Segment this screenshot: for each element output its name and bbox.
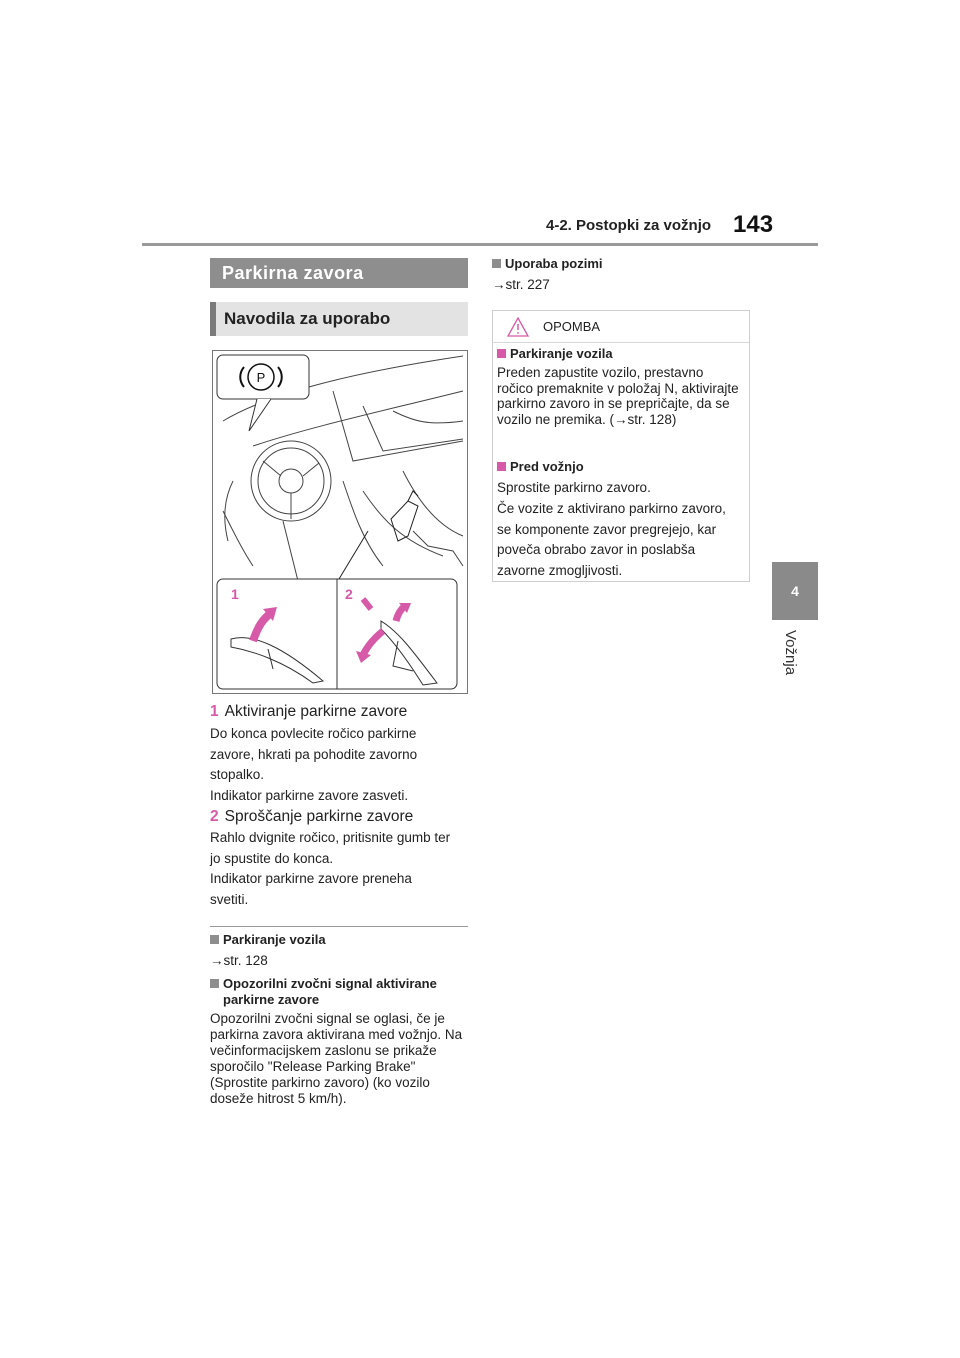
header-divider bbox=[142, 243, 818, 246]
note-parking-heading: Parkiranje vozila bbox=[210, 932, 468, 948]
notes-divider bbox=[210, 926, 468, 927]
bullet-square-icon bbox=[210, 935, 219, 944]
note-warning-text: Opozorilni zvočni signal se oglasi, če je parkirna zavora aktivirana med vožnjo. Na večinformacijskem zaslonu se prikaže sporočilo "Release Parking Brake" (Sprostite parkirno zavoro) (ko vozilo doseže hitrost 5 km/h). bbox=[210, 1011, 463, 1106]
chapter-tab[interactable] bbox=[772, 562, 818, 620]
parking-brake-illustration bbox=[212, 350, 468, 694]
bullet-square-icon bbox=[210, 979, 219, 988]
notice-box bbox=[492, 310, 750, 582]
notice-header bbox=[493, 311, 749, 343]
parking-indicator-callout bbox=[217, 355, 309, 431]
step-2-result: Indikator parkirne zavore preneha svetiti. bbox=[210, 871, 412, 907]
notice-item-1-text: Preden zapustite vozilo, prestavno ročico premaknite v položaj N, aktivirajte parkirno zavoro in se prepričajte, da se vozilo ne premika. (→str. 128) bbox=[497, 365, 739, 427]
bullet-square-icon bbox=[492, 259, 501, 268]
note-warning-heading: Opozorilni zvočni signal aktivirane parkirne zavore bbox=[210, 976, 468, 1008]
inset-label-1: 1 bbox=[231, 586, 239, 602]
inset-label-2: 2 bbox=[345, 586, 353, 602]
warning-triangle-icon bbox=[507, 317, 529, 337]
step-2-label: Sproščanje parkirne zavore bbox=[224, 808, 414, 825]
step-1-number: 1 bbox=[210, 703, 219, 720]
notice-title: OPOMBA bbox=[543, 319, 601, 334]
step-1-title bbox=[210, 703, 407, 721]
step-2-text: Rahlo dvignite ročico, pritisnite gumb ter jo spustite do konca. bbox=[210, 830, 451, 866]
notice-item-2-text-2: Če vozite z aktivirano parkirno zavoro, se komponente zavor pregrejejo, kar poveča obrabo zavor in poslabša zavorne zmogljivosti. bbox=[497, 501, 726, 578]
section-banner: Parkirna zavora bbox=[210, 258, 468, 288]
note-parking-ref[interactable]: →str. 128 bbox=[210, 953, 268, 968]
chapter-label: Vožnja bbox=[782, 630, 799, 676]
step-1-text: Do konca povlecite ročico parkirne zavore, hkrati pa pohodite zavorno stopalko. bbox=[210, 726, 418, 782]
chapter-number: 4 bbox=[791, 583, 799, 599]
step-2-title bbox=[210, 808, 413, 826]
bullet-square-icon bbox=[497, 462, 506, 471]
interior-drawing bbox=[213, 351, 467, 693]
subheading: Navodila za uporabo bbox=[210, 302, 468, 336]
winter-ref[interactable]: →str. 227 bbox=[492, 277, 550, 292]
notice-item-2-heading: Pred vožnjo bbox=[497, 459, 584, 475]
page-number: 143 bbox=[733, 211, 774, 238]
bullet-square-icon bbox=[497, 349, 506, 358]
step-1-result: Indikator parkirne zavore zasveti. bbox=[210, 788, 409, 803]
step-2-number: 2 bbox=[210, 808, 219, 825]
section-title: 4-2. Postopki za vožnjo bbox=[546, 217, 712, 234]
notice-item-1-heading: Parkiranje vozila bbox=[497, 346, 613, 362]
step-1-label: Aktiviranje parkirne zavore bbox=[224, 703, 408, 720]
winter-heading: Uporaba pozimi bbox=[492, 256, 603, 272]
notice-item-2-text-1: Sprostite parkirno zavoro. bbox=[497, 480, 651, 495]
parking-indicator-letter: P bbox=[256, 370, 266, 385]
